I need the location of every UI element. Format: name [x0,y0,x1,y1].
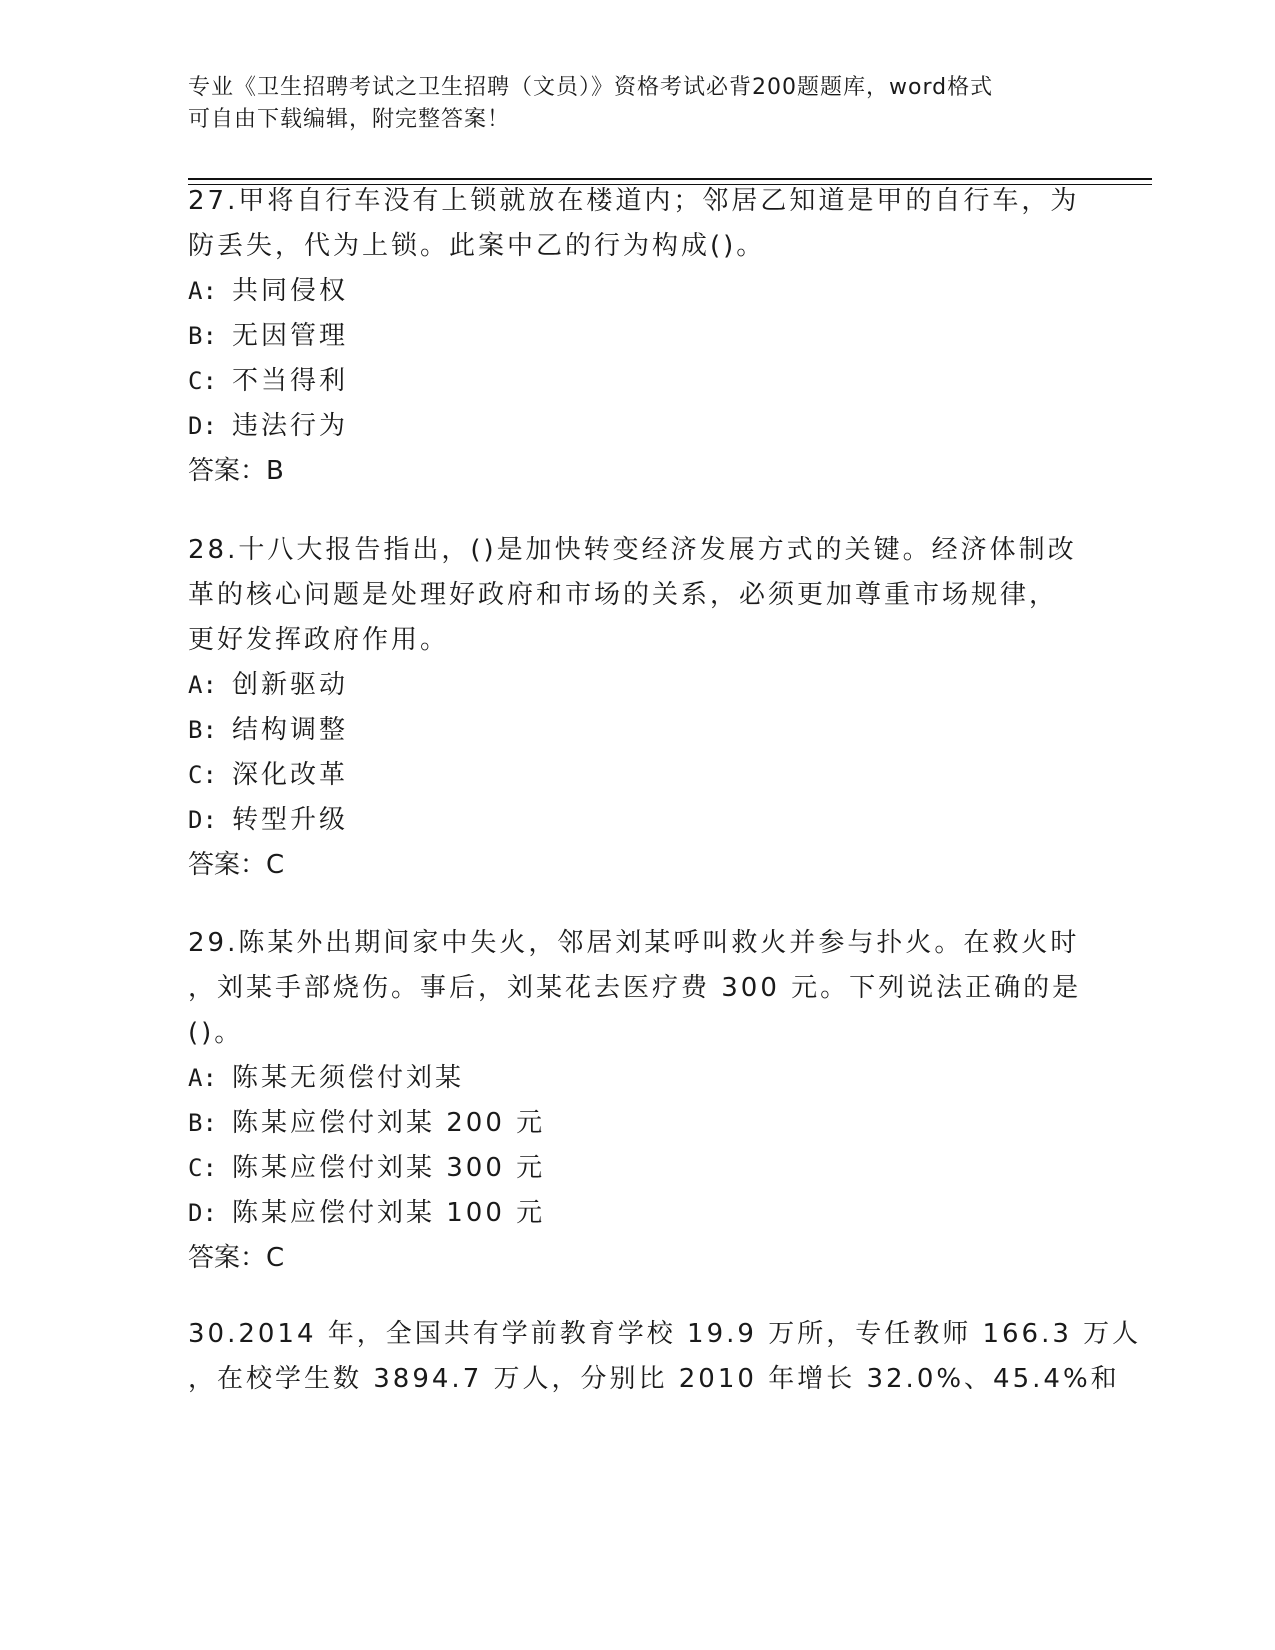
option-c [188,753,1088,798]
option-key: D: [188,806,217,834]
answer-value: B [266,456,284,486]
answer-label: 答案： [188,456,267,486]
option-key: A: [188,1064,217,1092]
option-a [188,269,1088,314]
answer-line [188,449,1088,494]
option-c [188,1146,1088,1191]
option-key: D: [188,1199,217,1227]
question-stem-line: 29.陈某外出期间家中失火，邻居刘某呼叫救火并参与扑火。在救火时 [188,928,1080,958]
option-key: D: [188,412,217,440]
answer-value: C [266,850,285,880]
option-key: C: [188,1154,217,1182]
answer-label: 答案： [188,850,267,880]
question-stem-line: 更好发挥政府作用。 [188,625,450,655]
document-header [188,72,1088,136]
option-key: B: [188,716,217,744]
option-text: 违法行为 [232,411,349,441]
option-d [188,1191,1088,1236]
option-key: B: [188,1109,217,1137]
option-text: 创新驱动 [232,670,349,700]
answer-label: 答案： [188,1243,267,1273]
option-text: 陈某应偿付刘某 100 元 [232,1198,546,1228]
question-30 [188,1312,1142,1402]
option-text: 无因管理 [232,321,349,351]
option-text: 陈某应偿付刘某 300 元 [232,1153,546,1183]
question-stem-line: 27.甲将自行车没有上锁就放在楼道内；邻居乙知道是甲的自行车，为 [188,186,1080,216]
question-27 [188,179,1088,494]
question-stem-line: ，在校学生数 3894.7 万人，分别比 2010 年增长 32.0%、45.4%和 [188,1364,1120,1394]
answer-line [188,843,1088,888]
option-key: A: [188,277,217,305]
option-a [188,663,1088,708]
answer-value: C [266,1243,285,1273]
option-text: 转型升级 [232,805,349,835]
option-text: 陈某应偿付刘某 200 元 [232,1108,546,1138]
option-key: C: [188,761,217,789]
option-text: 结构调整 [232,715,349,745]
header-line-1: 专业《卫生招聘考试之卫生招聘（文员）》资格考试必背200题题库，word格式 [188,75,994,100]
question-28 [188,528,1088,888]
header-line-2: 可自由下载编辑，附完整答案！ [188,107,511,132]
option-key: C: [188,367,217,395]
question-stem-line: ，刘某手部烧伤。事后，刘某花去医疗费 300 元。下列说法正确的是 [188,973,1082,1003]
option-b [188,314,1088,359]
question-stem-line: 革的核心问题是处理好政府和市场的关系，必须更加尊重市场规律， [188,580,1059,610]
option-key: A: [188,671,217,699]
question-stem-line: ()。 [188,1018,244,1048]
option-d [188,798,1088,843]
option-text: 深化改革 [232,760,349,790]
option-a [188,1056,1088,1101]
option-b [188,708,1088,753]
question-stem-line: 28.十八大报告指出，()是加快转变经济发展方式的关键。经济体制改 [188,535,1077,565]
question-stem-line: 防丢失，代为上锁。此案中乙的行为构成()。 [188,231,766,261]
question-stem-line: 30.2014 年，全国共有学前教育学校 19.9 万所，专任教师 166.3 万人 [188,1319,1142,1349]
question-29 [188,921,1088,1281]
option-c [188,359,1088,404]
answer-line [188,1236,1088,1281]
option-b [188,1101,1088,1146]
option-text: 陈某无须偿付刘某 [232,1063,465,1093]
option-text: 共同侵权 [232,276,349,306]
option-key: B: [188,322,217,350]
option-text: 不当得利 [232,366,349,396]
option-d [188,404,1088,449]
